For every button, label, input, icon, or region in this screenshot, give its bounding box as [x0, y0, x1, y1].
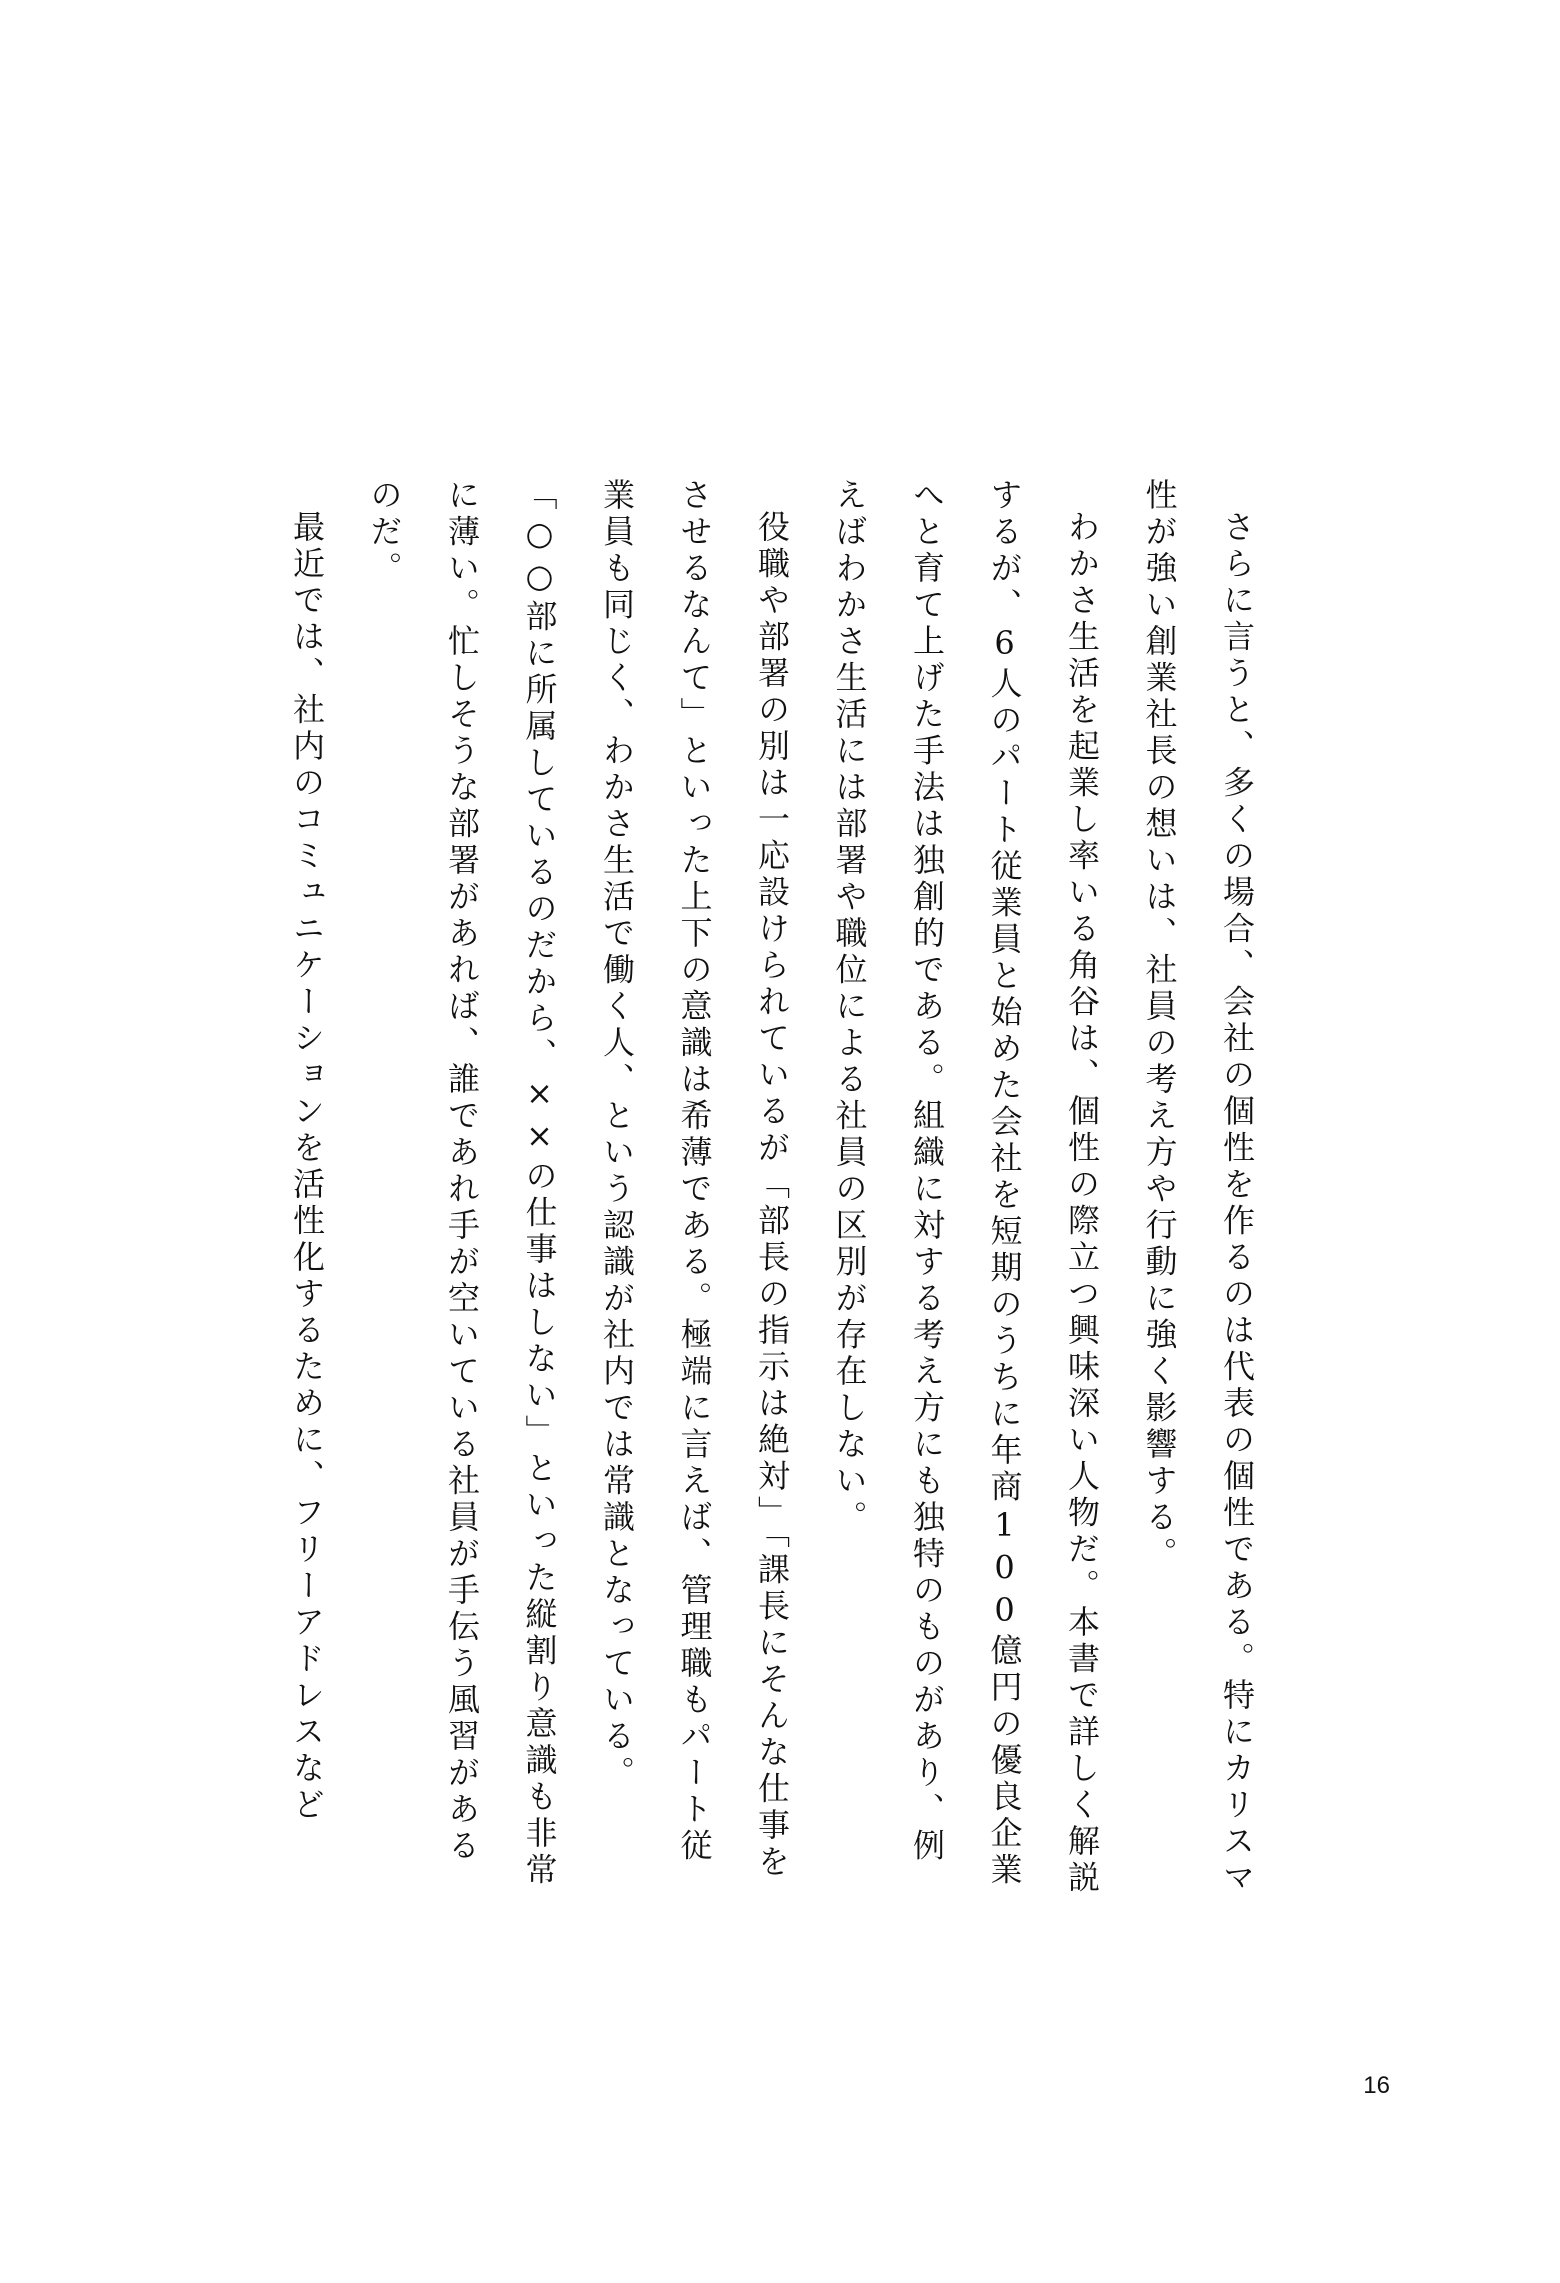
paragraph-2: わかさ生活を起業し率いる角谷は、個性の際立つ興味深い人物だ。本書で詳しく解説するが、6人のパート従業員と始めた会社を短期のうちに年商100億円の優良企業へと育て上げた手法は独創的である。組織に対する考え方にも独特のものがあり、例えばわかさ生活には部署や職位による社員の区別が存在しない。	[830, 478, 1101, 1897]
body-text	[268, 478, 1276, 1898]
paragraph-4: 「○○部に所属しているのだから、××の仕事はしない」といった縦割り意識も非常に薄い。忙しそうな部署があれば、誰であれ手が空いている社員が手伝う風習があるのだ。	[365, 478, 559, 1889]
paragraph-5: 最近では、社内のコミュニケーションを活性化するために、フリーアドレスなど	[288, 510, 326, 1824]
paragraph-1: さらに言うと、多くの場合、会社の個性を作るのは代表の個性である。特にカリスマ性が強い創業社長の想いは、社員の考え方や行動に強く影響する。	[1140, 478, 1256, 1897]
page-number: 16	[1363, 2072, 1390, 2099]
paragraph-3: 役職や部署の別は一応設けられているが「部長の指示は絶対」「課長にそんな仕事をさせるなんて」といった上下の意識は希薄である。極端に言えば、管理職もパート従業員も同じく、わかさ生活で働く人、という認識が社内では常識となっている。	[598, 478, 791, 1881]
